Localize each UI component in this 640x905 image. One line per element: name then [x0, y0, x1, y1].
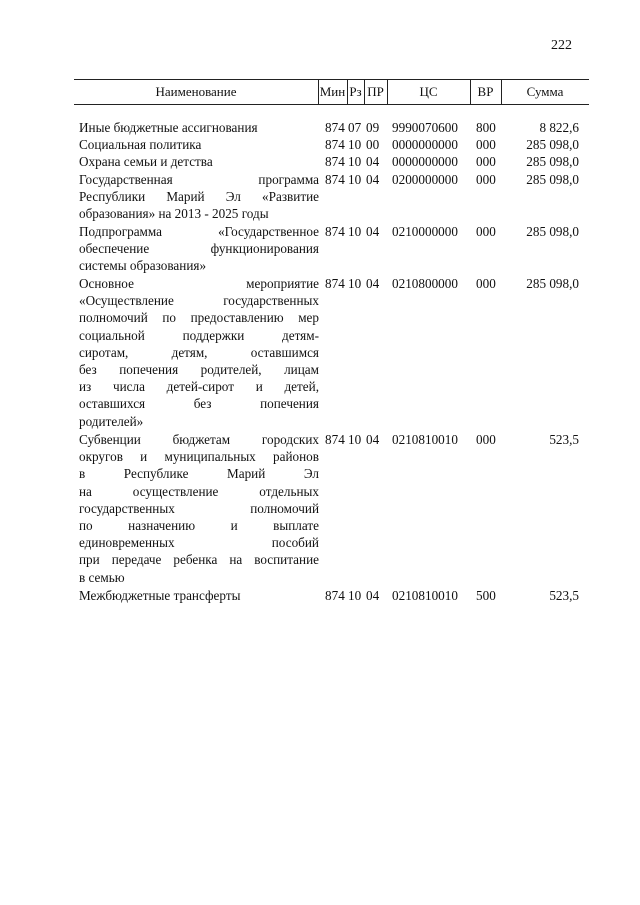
row-name-line: из числа детей-сирот и детей, [79, 379, 319, 395]
row-vr: 000 [476, 276, 496, 291]
row-pr: 04 [366, 154, 380, 169]
row-name-line: Охрана семьи и детства [79, 154, 213, 169]
row-name-line: Республики Марий Эл «Развитие [79, 189, 319, 205]
row-pr: 09 [366, 120, 380, 135]
row-name-line: родителей» [79, 413, 144, 429]
row-min: 874 [325, 276, 345, 291]
row-name-line: социальной поддержки детям- [79, 327, 319, 343]
row-pr: 04 [366, 276, 380, 291]
row-rz: 07 [348, 120, 362, 135]
row-name [79, 136, 319, 153]
row-vr: 500 [476, 588, 496, 603]
header-sum: Сумма [526, 84, 564, 99]
header-top-rule [74, 79, 589, 80]
row-name-line: Субвенции бюджетам городских [79, 432, 319, 447]
row-vr: 000 [476, 154, 496, 169]
row-name [79, 153, 319, 170]
row-rz: 10 [348, 276, 362, 291]
row-name-line: Социальная политика [79, 137, 202, 152]
row-rz: 10 [348, 172, 362, 187]
row-sum: 8 822,6 [539, 120, 579, 135]
row-name [79, 223, 319, 275]
row-sum: 285 098,0 [526, 276, 579, 291]
row-rz: 10 [348, 588, 362, 603]
row-rz: 10 [348, 154, 362, 169]
row-name [79, 275, 319, 430]
row-name-line: обеспечение функционирования [79, 241, 319, 257]
row-name-line: сиротам, детям, оставшимся [79, 344, 319, 360]
row-name-line: Государственная программа [79, 172, 319, 187]
row-pr: 04 [366, 172, 380, 187]
header-name: Наименование [155, 84, 237, 99]
row-vr: 800 [476, 120, 496, 135]
row-name [79, 119, 319, 136]
row-sum: 285 098,0 [526, 224, 579, 239]
row-name-line: образования» на 2013 - 2025 годы [79, 206, 269, 222]
row-name-line: «Осуществление государственных [79, 293, 319, 309]
header-pr: ПР [367, 84, 384, 99]
row-sum: 523,5 [549, 588, 579, 603]
row-rz: 10 [348, 137, 362, 152]
row-vr: 000 [476, 172, 496, 187]
page-number: 222 [551, 38, 572, 53]
row-sum: 285 098,0 [526, 137, 579, 152]
row-name-line: единовременных пособий [79, 535, 319, 551]
row-name [79, 171, 319, 223]
row-name-line: в семью [79, 569, 125, 585]
header-min: Мин [319, 84, 346, 99]
row-sum: 285 098,0 [526, 172, 579, 187]
row-min: 874 [325, 432, 345, 447]
row-vr: 000 [476, 432, 496, 447]
row-name-line: на осуществление отдельных [79, 483, 319, 499]
row-cs: 9990070600 [392, 120, 458, 135]
row-name-line: оставшихся без попечения [79, 396, 319, 412]
row-pr: 04 [366, 432, 380, 447]
row-vr: 000 [476, 137, 496, 152]
header-vr: ВР [477, 84, 494, 99]
header-cs: ЦС [419, 84, 438, 99]
row-pr: 04 [366, 224, 380, 239]
row-name [79, 431, 319, 586]
row-rz: 10 [348, 224, 362, 239]
row-name-line: системы образования» [79, 258, 207, 274]
row-cs: 0210000000 [392, 224, 458, 239]
row-min: 874 [325, 154, 345, 169]
row-name [79, 587, 319, 604]
row-sum: 285 098,0 [526, 154, 579, 169]
row-cs: 0210810010 [392, 588, 458, 603]
row-sum: 523,5 [549, 432, 579, 447]
row-rz: 10 [348, 432, 362, 447]
row-min: 874 [325, 120, 345, 135]
row-name-line: Иные бюджетные ассигнования [79, 120, 258, 135]
row-cs: 0000000000 [392, 137, 458, 152]
row-pr: 04 [366, 588, 380, 603]
row-name-line: Межбюджетные трансферты [79, 588, 241, 603]
row-name-line: по назначению и выплате [79, 518, 319, 534]
row-name-line: государственных полномочий [79, 500, 319, 516]
row-name-line: Основное мероприятие [79, 276, 319, 291]
row-min: 874 [325, 172, 345, 187]
row-name-line: округов и муниципальных районов [79, 449, 319, 465]
row-name-line: в Республике Марий Эл [79, 466, 319, 482]
row-cs: 0210810010 [392, 432, 458, 447]
row-name-line: без попечения родителей, лицам [79, 362, 319, 378]
row-min: 874 [325, 224, 345, 239]
row-cs: 0000000000 [392, 154, 458, 169]
header-rz: Рз [349, 84, 362, 99]
header-bottom-rule [74, 104, 589, 105]
row-cs: 0210800000 [392, 276, 458, 291]
row-min: 874 [325, 137, 345, 152]
row-pr: 00 [366, 137, 380, 152]
row-vr: 000 [476, 224, 496, 239]
row-cs: 0200000000 [392, 172, 458, 187]
row-name-line: полномочий по предоставлению мер [79, 310, 319, 326]
row-name-line: при передаче ребенка на воспитание [79, 552, 319, 568]
row-min: 874 [325, 588, 345, 603]
row-name-line: Подпрограмма «Государственное [79, 224, 319, 239]
